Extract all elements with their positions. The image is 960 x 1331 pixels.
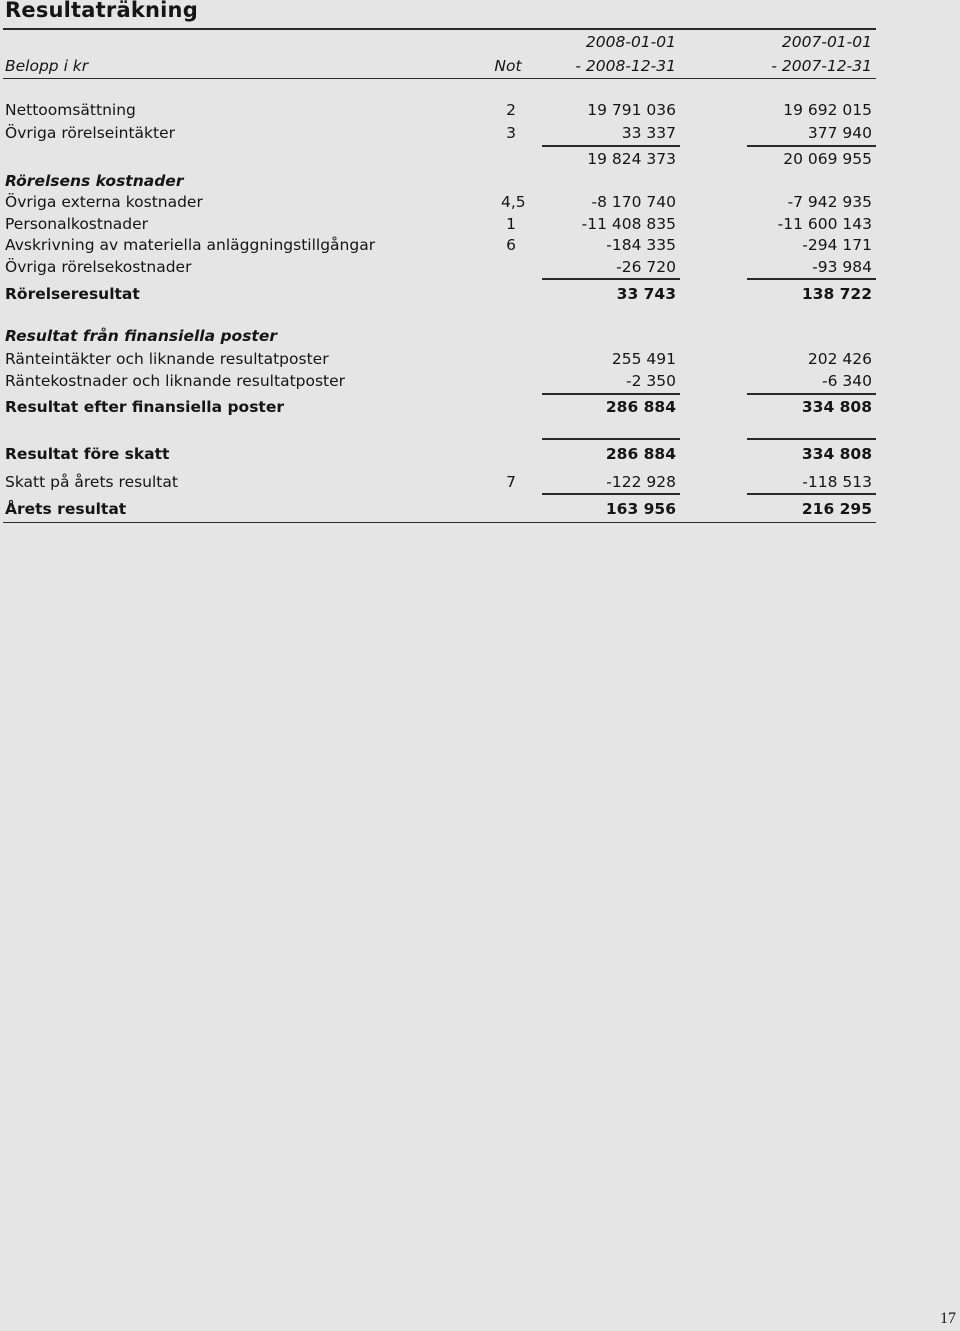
row-value-2008: 255 491 <box>611 350 676 368</box>
table-bottom-rule <box>3 522 876 523</box>
row-label: Resultat från finansiella poster <box>5 327 277 345</box>
row-value-2007: 334 808 <box>801 445 872 463</box>
row-label: Rörelsens kostnader <box>5 172 184 190</box>
period2-start-header: 2007-01-01 <box>781 33 872 51</box>
row-label: Övriga externa kostnader <box>5 193 203 211</box>
period2-end-header: - 2007-12-31 <box>771 57 872 75</box>
row-note: 3 <box>506 124 516 142</box>
row-label: Resultat före skatt <box>5 445 170 463</box>
row-value-2007: -7 942 935 <box>787 193 872 211</box>
subtotal-rule-4 <box>747 438 876 440</box>
row-label: Skatt på årets resultat <box>5 473 178 491</box>
row-value-2007: 20 069 955 <box>783 150 872 168</box>
row-value-2008: -11 408 835 <box>581 215 676 233</box>
row-value-2008: -2 350 <box>626 372 676 390</box>
row-label: Nettoomsättning <box>5 101 136 119</box>
row-value-2007: -6 340 <box>822 372 872 390</box>
subtotal-rule-5 <box>542 493 680 495</box>
row-value-2008: 19 791 036 <box>587 101 676 119</box>
row-value-2008: 286 884 <box>605 445 676 463</box>
note-header: Not <box>494 57 522 75</box>
row-note: 6 <box>506 236 516 254</box>
row-note: 1 <box>506 215 516 233</box>
row-value-2008: -122 928 <box>606 473 676 491</box>
row-label: Övriga rörelsekostnader <box>5 258 192 276</box>
row-value-2007: -93 984 <box>812 258 872 276</box>
table-top-rule <box>3 28 876 30</box>
row-value-2007: -294 171 <box>802 236 872 254</box>
row-label: Personalkostnader <box>5 215 149 233</box>
row-note: 7 <box>506 473 516 491</box>
subtotal-rule-1 <box>747 145 876 147</box>
row-value-2008: -8 170 740 <box>591 193 676 211</box>
page-number: 17 <box>940 1310 956 1327</box>
row-value-2008: 33 743 <box>616 285 676 303</box>
row-label: Ränteintäkter och liknande resultatposter <box>5 350 329 368</box>
subtotal-rule-2 <box>542 278 680 280</box>
row-value-2007: 216 295 <box>801 500 872 518</box>
row-value-2008: -26 720 <box>616 258 676 276</box>
row-value-2008: 286 884 <box>605 398 676 416</box>
subtotal-rule-3 <box>542 393 680 395</box>
subtotal-rule-4 <box>542 438 680 440</box>
unit-header: Belopp i kr <box>5 57 89 75</box>
row-value-2007: 19 692 015 <box>783 101 872 119</box>
row-label: Avskrivning av materiella anläggningstillgångar <box>5 236 376 254</box>
row-label: Övriga rörelseintäkter <box>5 124 175 142</box>
row-value-2008: 163 956 <box>605 500 676 518</box>
income-statement-table <box>0 0 960 540</box>
header-bottom-rule <box>3 78 876 79</box>
row-value-2008: -184 335 <box>606 236 676 254</box>
period1-start-header: 2008-01-01 <box>585 33 676 51</box>
row-label: Årets resultat <box>5 500 127 518</box>
subtotal-rule-2 <box>747 278 876 280</box>
row-value-2008: 19 824 373 <box>587 150 676 168</box>
page-title: Resultaträkning <box>5 0 198 22</box>
row-label: Resultat efter finansiella poster <box>5 398 284 416</box>
subtotal-rule-1 <box>542 145 680 147</box>
row-value-2007: 202 426 <box>807 350 872 368</box>
row-value-2008: 33 337 <box>621 124 676 142</box>
row-note: 4,5 <box>501 193 526 211</box>
row-note: 2 <box>506 101 516 119</box>
row-value-2007: 138 722 <box>801 285 872 303</box>
subtotal-rule-3 <box>747 393 876 395</box>
row-label: Räntekostnader och liknande resultatposter <box>5 372 346 390</box>
row-value-2007: -118 513 <box>802 473 872 491</box>
subtotal-rule-5 <box>747 493 876 495</box>
row-value-2007: 377 940 <box>807 124 872 142</box>
row-value-2007: 334 808 <box>801 398 872 416</box>
row-label: Rörelseresultat <box>5 285 140 303</box>
row-value-2007: -11 600 143 <box>777 215 872 233</box>
period1-end-header: - 2008-12-31 <box>575 57 676 75</box>
